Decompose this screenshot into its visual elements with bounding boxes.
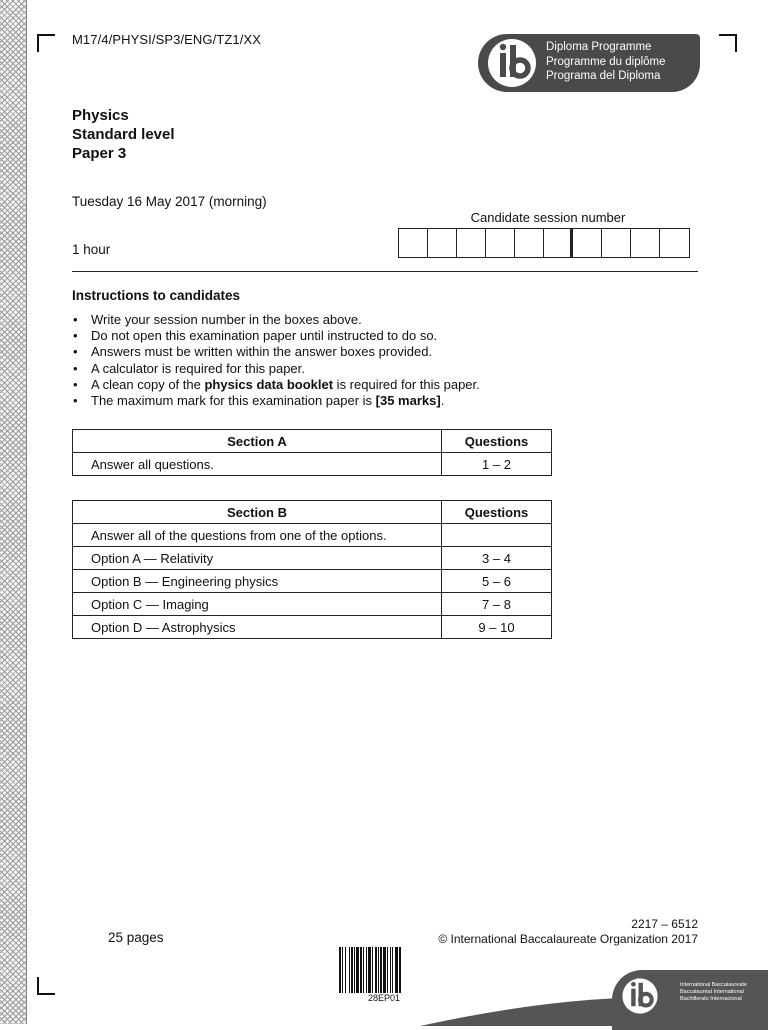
session-number-label: Candidate session number [470, 210, 626, 225]
document-code: 2217 – 6512 [631, 917, 698, 931]
paper-code: M17/4/PHYSI/SP3/ENG/TZ1/XX [72, 32, 261, 47]
table-cell: 5 – 6 [442, 570, 552, 593]
section-a-questions-header: Questions [442, 430, 552, 453]
footer-logo-line-1: International Baccalaureate [680, 982, 747, 988]
logo-line-1: Diploma Programme [546, 41, 652, 53]
barcode-bar [351, 947, 353, 993]
section-b-header: Section B [73, 501, 442, 524]
binding-strip [0, 0, 26, 1024]
footer-logo-line-2: Baccalauréat International [680, 989, 744, 995]
barcode-bar [392, 947, 393, 993]
table-cell: Option A — Relativity [73, 547, 442, 570]
table-row [73, 453, 552, 476]
subject-level: Standard level [72, 126, 175, 143]
instruction-emphasis: physics data booklet [204, 376, 334, 392]
barcode-bar [380, 947, 382, 993]
exam-duration: 1 hour [72, 242, 111, 257]
ib-diploma-logo [478, 34, 700, 92]
table-cell: 3 – 4 [442, 547, 552, 570]
table-cell: Answer all questions. [73, 453, 442, 476]
barcode-bar [354, 947, 355, 993]
barcode-bar [339, 947, 341, 993]
table-cell: 9 – 10 [442, 616, 552, 639]
table-cell: 7 – 8 [442, 593, 552, 616]
barcode-bar [395, 947, 398, 993]
subject-title: Physics [72, 107, 129, 124]
crop-mark-top-left [37, 34, 55, 52]
barcode-bar [383, 947, 386, 993]
table-row [73, 593, 552, 616]
session-digit-box[interactable] [486, 229, 515, 257]
paper-number: Paper 3 [72, 145, 127, 162]
session-digit-box[interactable] [428, 229, 457, 257]
section-a-header: Section A [73, 430, 442, 453]
page-count: 25 pages [108, 930, 164, 945]
session-digit-box[interactable] [399, 229, 428, 257]
barcode-bar [372, 947, 373, 993]
instruction-item: • Do not open this examination paper until instructed to do so. [72, 328, 480, 344]
table-row [73, 547, 552, 570]
barcode-label: 28EP01 [367, 993, 401, 1003]
section-a-table [72, 429, 552, 476]
ib-footer-logo-icon [618, 976, 662, 1016]
barcode-bar [366, 947, 367, 993]
barcode-bar [387, 947, 388, 993]
instruction-item: • The maximum mark for this examination paper is [35 marks]. [72, 393, 480, 409]
subject-block [72, 106, 175, 163]
session-number-boxes[interactable] [398, 228, 690, 258]
copyright-notice: © International Baccalaureate Organization 2017 [438, 932, 698, 946]
section-b-table [72, 500, 552, 639]
instruction-item: • A clean copy of the physics data booklet is required for this paper. [72, 377, 480, 393]
session-digit-box[interactable] [515, 229, 544, 257]
table-row [73, 616, 552, 639]
barcode-bar [375, 947, 377, 993]
instructions-title: Instructions to candidates [72, 288, 241, 303]
instruction-item: • A calculator is required for this paper. [72, 361, 480, 377]
barcode-bar [342, 947, 343, 993]
session-digit-box[interactable] [544, 229, 573, 257]
barcode-bar [363, 947, 364, 993]
logo-line-3: Programa del Diploma [546, 70, 661, 82]
ib-footer-logo [612, 970, 768, 1030]
instruction-item: • Write your session number in the boxes above. [72, 312, 480, 328]
table-cell [442, 524, 552, 547]
exam-date: Tuesday 16 May 2017 (morning) [72, 194, 267, 209]
crop-mark-bottom-left [37, 977, 55, 995]
crop-mark-top-right [719, 34, 737, 52]
instruction-emphasis: [35 marks] [375, 393, 441, 409]
table-row [73, 570, 552, 593]
barcode-bar [349, 947, 350, 993]
session-digit-box[interactable] [573, 229, 602, 257]
barcode-bar [390, 947, 391, 993]
table-cell: Answer all of the questions from one of the options. [73, 524, 442, 547]
barcode-bar [399, 947, 401, 993]
table-row [73, 524, 552, 547]
session-digit-box[interactable] [457, 229, 486, 257]
session-digit-box[interactable] [631, 229, 660, 257]
barcode-bar [356, 947, 359, 993]
instructions-list [72, 312, 480, 409]
barcode-bar [345, 947, 346, 993]
barcode-bar [378, 947, 379, 993]
table-cell: 1 – 2 [442, 453, 552, 476]
barcode [338, 947, 430, 993]
ib-logo-icon [482, 37, 542, 89]
session-digit-box[interactable] [660, 229, 689, 257]
table-cell: Option B — Engineering physics [73, 570, 442, 593]
session-digit-box[interactable] [602, 229, 631, 257]
barcode-bar [360, 947, 362, 993]
table-cell: Option C — Imaging [73, 593, 442, 616]
instruction-item: • Answers must be written within the answer boxes provided. [72, 344, 480, 360]
divider-line [72, 271, 698, 272]
footer-logo-line-3: Bachillerato Internacional [680, 996, 742, 1002]
section-b-questions-header: Questions [442, 501, 552, 524]
logo-line-2: Programme du diplôme [546, 55, 666, 68]
barcode-bar [368, 947, 371, 993]
footer-swoosh [420, 996, 620, 1026]
table-cell: Option D — Astrophysics [73, 616, 442, 639]
binding-edge [26, 0, 27, 1024]
